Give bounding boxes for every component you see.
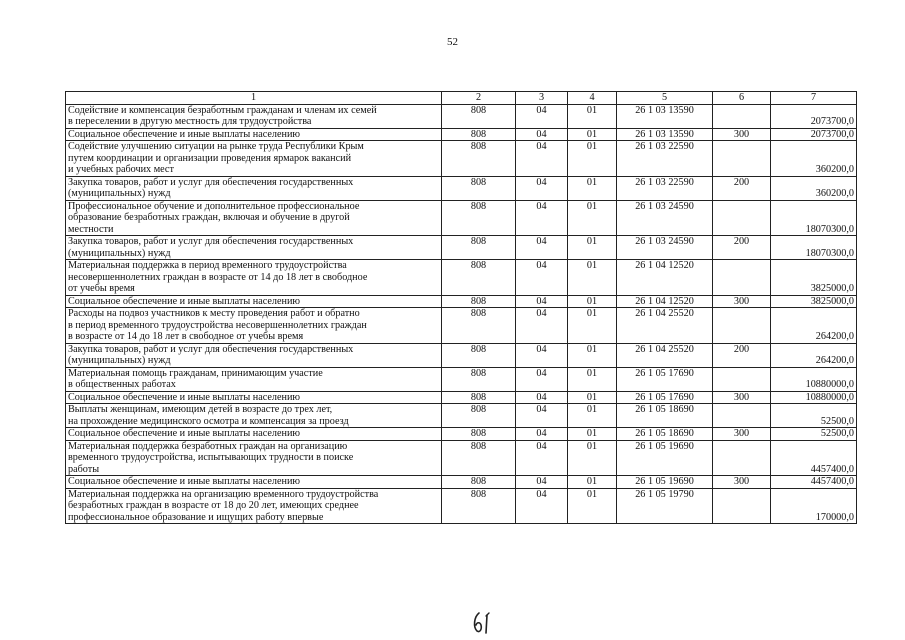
description-line: образование безработных граждан, включая и обучение в другой bbox=[68, 212, 350, 223]
amount: 264200,0 bbox=[771, 308, 857, 344]
target-article-code: 26 1 03 22590 bbox=[617, 141, 713, 177]
table-row bbox=[66, 176, 857, 200]
item-description bbox=[66, 141, 442, 177]
description-line: Материальная поддержка безработных граждан на организацию bbox=[68, 440, 348, 452]
item-description bbox=[66, 476, 442, 489]
expense-type-code: 300 bbox=[713, 128, 771, 141]
item-description bbox=[66, 391, 442, 404]
ministry-code: 808 bbox=[442, 343, 516, 367]
subsection-code: 01 bbox=[568, 428, 617, 441]
description-line: безработных граждан в возрасте от 18 до 20 лет, имеющих среднее bbox=[68, 500, 359, 511]
subsection-code: 01 bbox=[568, 404, 617, 428]
item-description bbox=[66, 295, 442, 308]
description-line: Профессиональное обучение и дополнительное профессиональное bbox=[68, 200, 360, 212]
subsection-code: 01 bbox=[568, 104, 617, 128]
amount: 10880000,0 bbox=[771, 367, 857, 391]
item-description bbox=[66, 488, 442, 524]
description-line: путем координации и организации проведения ярмарок вакансий bbox=[68, 152, 352, 164]
expense-type-code bbox=[713, 404, 771, 428]
description-line: на прохождение медицинского осмотра и компенсация за проезд bbox=[68, 415, 349, 427]
section-code: 04 bbox=[516, 128, 568, 141]
section-code: 04 bbox=[516, 104, 568, 128]
header-cell: 3 bbox=[516, 92, 568, 105]
section-code: 04 bbox=[516, 367, 568, 391]
table-row bbox=[66, 141, 857, 177]
table-body bbox=[66, 104, 857, 524]
table-row bbox=[66, 488, 857, 524]
ministry-code: 808 bbox=[442, 488, 516, 524]
amount: 264200,0 bbox=[771, 343, 857, 367]
description-line: Закупка товаров, работ и услуг для обеспечения государственных bbox=[68, 236, 354, 247]
section-code: 04 bbox=[516, 440, 568, 476]
item-description bbox=[66, 367, 442, 391]
amount: 3825000,0 bbox=[771, 260, 857, 296]
item-description bbox=[66, 343, 442, 367]
description-line: Закупка товаров, работ и услуг для обеспечения государственных bbox=[68, 343, 354, 355]
amount: 52500,0 bbox=[771, 404, 857, 428]
amount: 10880000,0 bbox=[771, 391, 857, 404]
handwritten-mark bbox=[470, 607, 500, 637]
ministry-code: 808 bbox=[442, 308, 516, 344]
expense-type-code: 300 bbox=[713, 295, 771, 308]
expense-type-code bbox=[713, 260, 771, 296]
item-description bbox=[66, 308, 442, 344]
ministry-code: 808 bbox=[442, 391, 516, 404]
description-line: временного трудоустройства, испытывающих трудности в поиске bbox=[68, 452, 354, 463]
description-line: Содействие и компенсация безработным гражданам и членам их семей bbox=[68, 104, 377, 116]
target-article-code: 26 1 05 18690 bbox=[617, 404, 713, 428]
description-line: (муниципальных) нужд bbox=[68, 188, 171, 199]
expense-type-code: 300 bbox=[713, 428, 771, 441]
target-article-code: 26 1 04 12520 bbox=[617, 260, 713, 296]
section-code: 04 bbox=[516, 476, 568, 489]
description-line: Закупка товаров, работ и услуг для обеспечения государственных bbox=[68, 176, 354, 188]
table-row bbox=[66, 404, 857, 428]
description-line: Содействие улучшению ситуации на рынке труда Республики Крым bbox=[68, 141, 364, 152]
table-row bbox=[66, 128, 857, 141]
expense-type-code: 300 bbox=[713, 476, 771, 489]
item-description bbox=[66, 440, 442, 476]
subsection-code: 01 bbox=[568, 391, 617, 404]
target-article-code: 26 1 03 24590 bbox=[617, 236, 713, 260]
header-cell: 6 bbox=[713, 92, 771, 105]
table-row bbox=[66, 104, 857, 128]
item-description bbox=[66, 176, 442, 200]
target-article-code: 26 1 05 18690 bbox=[617, 428, 713, 441]
header-cell: 1 bbox=[66, 92, 442, 105]
subsection-code: 01 bbox=[568, 200, 617, 236]
header-cell: 4 bbox=[568, 92, 617, 105]
description-line: в переселении в другую местность для трудоустройства bbox=[68, 116, 312, 127]
target-article-code: 26 1 05 19690 bbox=[617, 476, 713, 489]
item-description bbox=[66, 128, 442, 141]
description-line: местности bbox=[68, 223, 114, 235]
target-article-code: 26 1 05 19790 bbox=[617, 488, 713, 524]
header-cell: 7 bbox=[771, 92, 857, 105]
subsection-code: 01 bbox=[568, 367, 617, 391]
item-description bbox=[66, 200, 442, 236]
subsection-code: 01 bbox=[568, 236, 617, 260]
section-code: 04 bbox=[516, 200, 568, 236]
target-article-code: 26 1 05 19690 bbox=[617, 440, 713, 476]
expense-type-code bbox=[713, 200, 771, 236]
ministry-code: 808 bbox=[442, 428, 516, 441]
table-row bbox=[66, 260, 857, 296]
item-description bbox=[66, 104, 442, 128]
table-row bbox=[66, 295, 857, 308]
expense-type-code bbox=[713, 104, 771, 128]
table-row bbox=[66, 476, 857, 489]
section-code: 04 bbox=[516, 236, 568, 260]
target-article-code: 26 1 03 13590 bbox=[617, 104, 713, 128]
description-line: Материальная поддержка в период временного трудоустройства bbox=[68, 260, 347, 271]
subsection-code: 01 bbox=[568, 260, 617, 296]
item-description bbox=[66, 236, 442, 260]
description-line: несовершеннолетних граждан в возрасте от 14 до 18 лет в свободное bbox=[68, 271, 368, 283]
description-line: в общественных работах bbox=[68, 379, 176, 390]
item-description bbox=[66, 428, 442, 441]
amount: 4457400,0 bbox=[771, 440, 857, 476]
expense-type-code: 200 bbox=[713, 176, 771, 200]
description-line: (муниципальных) нужд bbox=[68, 355, 171, 366]
table-row bbox=[66, 440, 857, 476]
item-description bbox=[66, 260, 442, 296]
description-line: работы bbox=[68, 463, 100, 475]
header-cell: 2 bbox=[442, 92, 516, 105]
table-row bbox=[66, 367, 857, 391]
section-code: 04 bbox=[516, 295, 568, 308]
ministry-code: 808 bbox=[442, 476, 516, 489]
ministry-code: 808 bbox=[442, 440, 516, 476]
target-article-code: 26 1 03 13590 bbox=[617, 128, 713, 141]
table-row bbox=[66, 236, 857, 260]
ministry-code: 808 bbox=[442, 260, 516, 296]
subsection-code: 01 bbox=[568, 141, 617, 177]
expense-type-code bbox=[713, 488, 771, 524]
table-header bbox=[66, 92, 857, 105]
item-description bbox=[66, 404, 442, 428]
section-code: 04 bbox=[516, 391, 568, 404]
expense-type-code: 200 bbox=[713, 343, 771, 367]
amount: 4457400,0 bbox=[771, 476, 857, 489]
description-line: и учебных рабочих мест bbox=[68, 164, 174, 175]
table-row bbox=[66, 200, 857, 236]
expense-type-code bbox=[713, 308, 771, 344]
amount: 360200,0 bbox=[771, 141, 857, 177]
page-number: 52 bbox=[447, 36, 458, 48]
section-code: 04 bbox=[516, 141, 568, 177]
target-article-code: 26 1 04 25520 bbox=[617, 308, 713, 344]
description-line: Социальное обеспечение и иные выплаты населению bbox=[68, 391, 301, 403]
target-article-code: 26 1 04 25520 bbox=[617, 343, 713, 367]
section-code: 04 bbox=[516, 176, 568, 200]
amount: 2073700,0 bbox=[771, 128, 857, 141]
target-article-code: 26 1 04 12520 bbox=[617, 295, 713, 308]
expense-type-code bbox=[713, 440, 771, 476]
expense-type-code: 300 bbox=[713, 391, 771, 404]
target-article-code: 26 1 03 22590 bbox=[617, 176, 713, 200]
amount: 18070300,0 bbox=[771, 200, 857, 236]
target-article-code: 26 1 05 17690 bbox=[617, 391, 713, 404]
ministry-code: 808 bbox=[442, 141, 516, 177]
description-line: Выплаты женщинам, имеющим детей в возрасте до трех лет, bbox=[68, 404, 333, 415]
amount: 170000,0 bbox=[771, 488, 857, 524]
ministry-code: 808 bbox=[442, 295, 516, 308]
subsection-code: 01 bbox=[568, 440, 617, 476]
subsection-code: 01 bbox=[568, 488, 617, 524]
description-line: Материальная поддержка на организацию временного трудоустройства bbox=[68, 488, 379, 500]
subsection-code: 01 bbox=[568, 476, 617, 489]
header-row bbox=[66, 92, 857, 105]
amount: 3825000,0 bbox=[771, 295, 857, 308]
table-row bbox=[66, 343, 857, 367]
description-line: Социальное обеспечение и иные выплаты населению bbox=[68, 476, 301, 487]
ministry-code: 808 bbox=[442, 236, 516, 260]
header-cell: 5 bbox=[617, 92, 713, 105]
subsection-code: 01 bbox=[568, 308, 617, 344]
table-row bbox=[66, 428, 857, 441]
subsection-code: 01 bbox=[568, 128, 617, 141]
description-line: в возрасте от 14 до 18 лет в свободное от учебы время bbox=[68, 331, 304, 342]
amount: 18070300,0 bbox=[771, 236, 857, 260]
budget-table bbox=[65, 91, 857, 524]
subsection-code: 01 bbox=[568, 295, 617, 308]
expense-type-code bbox=[713, 367, 771, 391]
section-code: 04 bbox=[516, 308, 568, 344]
section-code: 04 bbox=[516, 404, 568, 428]
description-line: от учебы время bbox=[68, 283, 135, 294]
expense-type-code bbox=[713, 141, 771, 177]
amount: 52500,0 bbox=[771, 428, 857, 441]
description-line: Материальная помощь гражданам, принимающим участие bbox=[68, 367, 323, 379]
ministry-code: 808 bbox=[442, 128, 516, 141]
description-line: в период временного трудоустройства несовершеннолетних граждан bbox=[68, 319, 367, 331]
description-line: Социальное обеспечение и иные выплаты населению bbox=[68, 128, 301, 140]
ministry-code: 808 bbox=[442, 176, 516, 200]
ministry-code: 808 bbox=[442, 200, 516, 236]
amount: 360200,0 bbox=[771, 176, 857, 200]
ministry-code: 808 bbox=[442, 404, 516, 428]
ministry-code: 808 bbox=[442, 367, 516, 391]
description-line: Расходы на подвоз участников к месту проведения работ и обратно bbox=[68, 308, 360, 319]
amount: 2073700,0 bbox=[771, 104, 857, 128]
target-article-code: 26 1 05 17690 bbox=[617, 367, 713, 391]
subsection-code: 01 bbox=[568, 176, 617, 200]
ministry-code: 808 bbox=[442, 104, 516, 128]
subsection-code: 01 bbox=[568, 343, 617, 367]
section-code: 04 bbox=[516, 488, 568, 524]
description-line: Социальное обеспечение и иные выплаты населению bbox=[68, 428, 301, 439]
expense-type-code: 200 bbox=[713, 236, 771, 260]
description-line: профессиональное образование и ищущих работу впервые bbox=[68, 511, 324, 523]
section-code: 04 bbox=[516, 343, 568, 367]
table-row bbox=[66, 391, 857, 404]
section-code: 04 bbox=[516, 260, 568, 296]
section-code: 04 bbox=[516, 428, 568, 441]
description-line: (муниципальных) нужд bbox=[68, 247, 171, 259]
description-line: Социальное обеспечение и иные выплаты населению bbox=[68, 295, 301, 307]
table-row bbox=[66, 308, 857, 344]
target-article-code: 26 1 03 24590 bbox=[617, 200, 713, 236]
